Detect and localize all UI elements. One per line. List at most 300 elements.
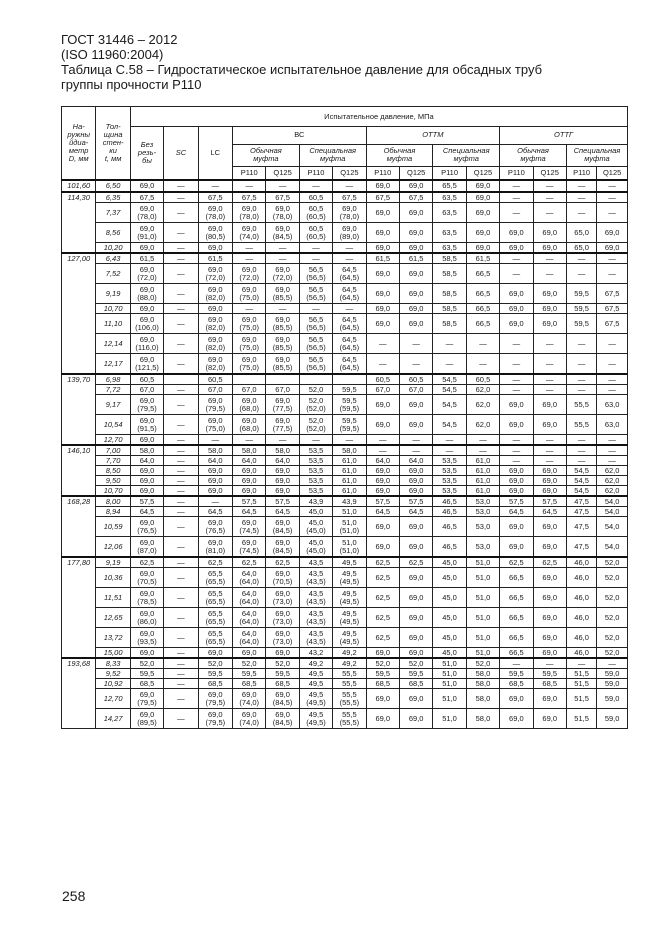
header-grade: Q125 — [597, 166, 628, 180]
value-bracket: (74,0) — [239, 697, 259, 707]
header-grade: Р110 — [299, 166, 332, 180]
value-bracket: (64,0) — [239, 616, 259, 626]
pressure-cell: — — [233, 243, 266, 254]
wall-thickness-cell: 12,65 — [96, 608, 130, 628]
value: 69,0 — [342, 223, 357, 233]
value-bracket: (64,0) — [239, 636, 259, 646]
pressure-cell: — — [266, 253, 299, 264]
pressure-cell: 47,5 — [566, 517, 596, 537]
value-bracket: (59,5) — [339, 403, 360, 413]
pressure-cell: — — [266, 304, 299, 314]
table-row — [62, 517, 628, 537]
value: 69,0 — [275, 608, 290, 618]
value: 52,0 — [308, 415, 324, 425]
pressure-cell: 66,5 — [466, 284, 499, 304]
value: 56,5 — [308, 264, 324, 274]
pressure-cell: — — [533, 445, 566, 456]
value-bracket: (49,5) — [339, 576, 360, 586]
pressure-cell — [266, 314, 299, 334]
pressure-cell: — — [500, 456, 533, 466]
value: 69,0 — [342, 203, 357, 213]
pressure-cell: — — [533, 180, 566, 192]
pressure-cell — [198, 314, 232, 334]
pressure-cell: 52,0 — [266, 658, 299, 669]
pressure-cell: 64,0 — [198, 456, 232, 466]
wall-thickness-cell: 12,70 — [96, 689, 130, 709]
header-ottm-regular: Обычная муфта — [366, 144, 433, 166]
pressure-cell: — — [164, 689, 198, 709]
pressure-cell: 69,0 — [500, 284, 533, 304]
pressure-cell: 54,5 — [433, 385, 466, 395]
pressure-cell: 69,0 — [466, 180, 499, 192]
value: 69,0 — [208, 314, 223, 324]
pressure-cell: 69,0 — [366, 314, 399, 334]
pressure-cell — [266, 517, 299, 537]
pressure-cell: 59,0 — [597, 689, 628, 709]
pressure-cell: 69,0 — [366, 395, 399, 415]
value: 69,0 — [139, 537, 155, 547]
pressure-cell: 69,0 — [130, 486, 163, 497]
value-bracket: (68,0) — [239, 423, 259, 433]
pressure-cell: 61,0 — [466, 466, 499, 476]
pressure-cell: 67,5 — [597, 314, 628, 334]
pressure-cell: 69,0 — [233, 466, 266, 476]
pressure-cell: 53,5 — [433, 456, 466, 466]
value: 52,0 — [308, 395, 324, 405]
pressure-cell: 63,5 — [433, 192, 466, 203]
value: 69,0 — [139, 203, 155, 213]
value-bracket: (70,5) — [137, 576, 157, 586]
pressure-cell: — — [500, 334, 533, 354]
pressure-cell — [299, 588, 332, 608]
pressure-cell — [198, 628, 232, 648]
pressure-cell: 64,0 — [233, 456, 266, 466]
wall-thickness-cell: 9,50 — [96, 476, 130, 486]
pressure-cell: — — [164, 476, 198, 486]
pressure-cell — [130, 588, 163, 608]
pressure-cell: 68,5 — [198, 679, 232, 689]
pressure-cell: — — [597, 203, 628, 223]
value-bracket: (68,0) — [239, 403, 259, 413]
header-grade: Р110 — [433, 166, 466, 180]
pressure-cell: 46,5 — [433, 537, 466, 558]
pressure-cell: — — [299, 243, 332, 254]
pressure-cell — [164, 374, 198, 385]
diameter-cell: 146,10 — [62, 445, 96, 496]
pressure-cell: 64,0 — [399, 456, 432, 466]
pressure-cell — [333, 354, 366, 375]
pressure-cell: — — [597, 192, 628, 203]
pressure-cell — [266, 568, 299, 588]
table-row — [62, 180, 628, 192]
value-bracket: (88,0) — [137, 292, 157, 302]
value-bracket: (77,5) — [272, 403, 293, 413]
pressure-cell: 69,0 — [399, 304, 432, 314]
value-bracket: (49,5) — [306, 717, 326, 727]
pressure-cell: — — [299, 304, 332, 314]
pressure-cell: 58,0 — [130, 445, 163, 456]
value-bracket: (78,0) — [205, 211, 226, 221]
pressure-cell: 46,0 — [566, 628, 596, 648]
pressure-cell: 51,0 — [466, 628, 499, 648]
pressure-cell: 64,0 — [266, 456, 299, 466]
pressure-cell: — — [533, 354, 566, 375]
pressure-cell: 69,0 — [366, 517, 399, 537]
value-bracket: (73,0) — [272, 596, 293, 606]
pressure-cell: 69,0 — [399, 517, 432, 537]
pressure-cell: — — [597, 658, 628, 669]
value: 69,0 — [275, 588, 290, 598]
value-bracket: (43,5) — [306, 596, 326, 606]
pressure-cell: 67,0 — [366, 385, 399, 395]
table-row — [62, 385, 628, 395]
table-row — [62, 284, 628, 304]
pressure-cell — [299, 415, 332, 435]
value: 69,0 — [241, 314, 257, 324]
pressure-cell: — — [164, 243, 198, 254]
table-row — [62, 334, 628, 354]
value-bracket: (43,5) — [306, 616, 326, 626]
pressure-cell: 64,5 — [533, 507, 566, 517]
pressure-cell: 67,0 — [233, 385, 266, 395]
pressure-cell: 57,5 — [399, 496, 432, 507]
value-bracket: (49,5) — [339, 636, 360, 646]
pressure-cell: 57,5 — [233, 496, 266, 507]
value: 69,0 — [241, 223, 257, 233]
value-bracket: (65,5) — [205, 576, 226, 586]
pressure-cell: 60,5 — [299, 192, 332, 203]
value-bracket: (84,5) — [272, 525, 293, 535]
value: 69,0 — [139, 709, 155, 719]
value: 45,0 — [308, 517, 324, 527]
pressure-cell: 69,0 — [533, 415, 566, 435]
pressure-cell: 43,9 — [299, 496, 332, 507]
pressure-cell: 69,0 — [399, 628, 432, 648]
wall-thickness-cell: 9,19 — [96, 284, 130, 304]
pressure-cell: 59,5 — [533, 669, 566, 679]
pressure-cell: 67,5 — [333, 192, 366, 203]
value: 69,0 — [275, 517, 290, 527]
pressure-cell: 61,0 — [333, 456, 366, 466]
pressure-cell: — — [164, 180, 198, 192]
value-bracket: (43,5) — [306, 576, 326, 586]
pressure-cell: 62,0 — [466, 385, 499, 395]
header-ottm: ОТТМ — [366, 127, 500, 145]
pressure-cell: 69,0 — [500, 304, 533, 314]
pressure-cell: 69,0 — [597, 223, 628, 243]
value: 45,0 — [308, 537, 324, 547]
value: 69,0 — [139, 628, 155, 638]
table-row — [62, 253, 628, 264]
wall-thickness-cell: 6,43 — [96, 253, 130, 264]
pressure-cell: — — [533, 385, 566, 395]
value-bracket: (60,5) — [306, 211, 326, 221]
pressure-cell: 64,5 — [500, 507, 533, 517]
value-bracket: (85,5) — [272, 292, 293, 302]
table-row — [62, 679, 628, 689]
pressure-cell: 69,0 — [466, 192, 499, 203]
wall-thickness-cell: 10,20 — [96, 243, 130, 254]
pressure-cell: — — [164, 588, 198, 608]
value-bracket: (72,0) — [272, 272, 293, 282]
pressure-cell — [266, 334, 299, 354]
pressure-cell: 69,0 — [366, 284, 399, 304]
pressure-cell: — — [366, 354, 399, 375]
pressure-cell: 59,0 — [597, 679, 628, 689]
pressure-cell: — — [164, 486, 198, 497]
pressure-cell: 54,5 — [566, 476, 596, 486]
value: 69,0 — [241, 709, 257, 719]
pressure-cell: 52,0 — [597, 557, 628, 568]
header-plain-end: Без резь- бы — [130, 127, 163, 181]
value-bracket: (72,0) — [137, 272, 157, 282]
value: 69,0 — [241, 395, 257, 405]
pressure-cell: 69,0 — [198, 486, 232, 497]
value: 69,0 — [275, 689, 290, 699]
pressure-cell: 46,0 — [566, 648, 596, 659]
value: 69,0 — [208, 689, 223, 699]
pressure-cell — [299, 203, 332, 223]
pressure-cell — [266, 608, 299, 628]
pressure-cell: 62,0 — [597, 476, 628, 486]
value: 59,5 — [342, 415, 357, 425]
value: 64,0 — [241, 568, 257, 578]
pressure-cell: 69,0 — [399, 689, 432, 709]
pressure-cell: 69,0 — [366, 203, 399, 223]
value-bracket: (82,0) — [205, 342, 226, 352]
pressure-cell: 52,0 — [597, 568, 628, 588]
pressure-cell: 45,0 — [433, 568, 466, 588]
document-code: ГОСТ 31446 – 2012 — [61, 32, 178, 47]
pressure-cell: 46,5 — [433, 507, 466, 517]
value: 69,0 — [208, 284, 223, 294]
value-bracket: (49,5) — [339, 596, 360, 606]
pressure-cell: 62,5 — [399, 557, 432, 568]
wall-thickness-cell: 7,70 — [96, 456, 130, 466]
pressure-cell: 67,5 — [597, 304, 628, 314]
wall-thickness-cell: 9,19 — [96, 557, 130, 568]
pressure-cell: 62,5 — [366, 608, 399, 628]
table-row — [62, 689, 628, 709]
wall-thickness-cell: 11,10 — [96, 314, 130, 334]
pressure-cell: 69,0 — [366, 243, 399, 254]
pressure-cell: 59,5 — [333, 385, 366, 395]
value: 55,5 — [342, 689, 357, 699]
pressure-cell: 69,0 — [500, 689, 533, 709]
value-bracket: (91,0) — [137, 231, 157, 241]
pressure-cell: 46,0 — [566, 568, 596, 588]
pressure-cell: 58,0 — [466, 679, 499, 689]
pressure-cell: 53,0 — [466, 496, 499, 507]
pressure-cell: 69,0 — [266, 486, 299, 497]
pressure-cell — [233, 709, 266, 729]
pressure-cell — [130, 334, 163, 354]
pressure-cell: 52,0 — [597, 608, 628, 628]
pressure-cell: — — [566, 264, 596, 284]
header-ottg-special: Специальная муфта — [566, 144, 627, 166]
value: 69,0 — [139, 334, 155, 344]
table-header — [62, 107, 628, 181]
pressure-cell: — — [164, 537, 198, 558]
value: 43,5 — [308, 628, 324, 638]
pressure-cell: — — [500, 264, 533, 284]
value: 69,0 — [139, 568, 155, 578]
wall-thickness-cell: 13,72 — [96, 628, 130, 648]
value: 64,5 — [342, 284, 357, 294]
pressure-cell: 69,0 — [198, 476, 232, 486]
pressure-cell: 69,0 — [399, 466, 432, 476]
header-grade: Q125 — [266, 166, 299, 180]
pressure-cell: — — [333, 304, 366, 314]
pressure-cell: 69,0 — [399, 588, 432, 608]
pressure-cell: 61,0 — [333, 466, 366, 476]
wall-thickness-cell: 12,14 — [96, 334, 130, 354]
pressure-cell — [233, 608, 266, 628]
table-row — [62, 709, 628, 729]
pressure-cell: — — [466, 435, 499, 446]
pressure-cell: 47,5 — [566, 507, 596, 517]
pressure-cell: 69,0 — [533, 486, 566, 497]
wall-thickness-cell: 10,92 — [96, 679, 130, 689]
pressure-cell: 53,5 — [299, 486, 332, 497]
pressure-cell: 69,0 — [366, 223, 399, 243]
wall-thickness-cell: 12,70 — [96, 435, 130, 446]
pressure-cell: 69,0 — [366, 264, 399, 284]
header-grade: Q125 — [533, 166, 566, 180]
pressure-cell: 69,0 — [198, 243, 232, 254]
pressure-cell: — — [266, 435, 299, 446]
table-row — [62, 628, 628, 648]
pressure-cell: 69,0 — [533, 537, 566, 558]
pressure-cell: 69,0 — [366, 415, 399, 435]
pressure-cell: — — [533, 192, 566, 203]
table-row — [62, 192, 628, 203]
value-bracket: (73,0) — [272, 616, 293, 626]
value-bracket: (85,5) — [272, 322, 293, 332]
pressure-cell: 60,5 — [399, 374, 432, 385]
pressure-cell: 62,5 — [533, 557, 566, 568]
pressure-cell — [266, 203, 299, 223]
pressure-cell — [266, 689, 299, 709]
value-bracket: (85,5) — [272, 362, 293, 372]
value-bracket: (78,0) — [272, 211, 293, 221]
pressure-cell: 51,5 — [566, 689, 596, 709]
pressure-cell: 62,5 — [500, 557, 533, 568]
pressure-cell: — — [566, 203, 596, 223]
header-grade: Р110 — [366, 166, 399, 180]
pressure-cell: 60,5 — [130, 374, 163, 385]
table-row — [62, 243, 628, 254]
value-bracket: (74,5) — [239, 525, 259, 535]
value: 69,0 — [139, 689, 155, 699]
pressure-cell: — — [233, 180, 266, 192]
pressure-cell: — — [597, 334, 628, 354]
pressure-cell: — — [164, 385, 198, 395]
pressure-cell: 66,5 — [466, 304, 499, 314]
pressure-cell: 69,0 — [266, 648, 299, 659]
pressure-cell — [198, 223, 232, 243]
table-row — [62, 658, 628, 669]
value-bracket: (70,5) — [272, 576, 293, 586]
pressure-cell: — — [333, 243, 366, 254]
pressure-cell: 49,5 — [333, 557, 366, 568]
value: 69,0 — [275, 537, 290, 547]
value-bracket: (93,5) — [137, 636, 157, 646]
pressure-cell — [299, 568, 332, 588]
pressure-cell: 43,9 — [333, 496, 366, 507]
pressure-cell — [299, 395, 332, 415]
header-grade: Q125 — [399, 166, 432, 180]
table-row — [62, 314, 628, 334]
value-bracket: (45,0) — [306, 545, 326, 555]
header-wall-thickness: Тол- щина стен- ки t, мм — [96, 107, 130, 181]
pressure-cell: 52,0 — [597, 588, 628, 608]
value-bracket: (75,0) — [239, 322, 259, 332]
pressure-cell — [299, 334, 332, 354]
pressure-cell: — — [533, 435, 566, 446]
pressure-cell: — — [566, 354, 596, 375]
pressure-cell: — — [164, 557, 198, 568]
pressure-cell: 66,5 — [466, 314, 499, 334]
pressure-cell: 53,5 — [433, 466, 466, 476]
value: 49,5 — [342, 568, 357, 578]
pressure-cell: 69,0 — [399, 486, 432, 497]
value-bracket: (78,0) — [137, 211, 157, 221]
pressure-cell: 69,0 — [533, 476, 566, 486]
header-bc: ВС — [233, 127, 367, 145]
value-bracket: (55,5) — [339, 717, 360, 727]
wall-thickness-cell: 8,33 — [96, 658, 130, 669]
pressure-cell: 59,5 — [566, 314, 596, 334]
pressure-cell — [233, 284, 266, 304]
pressure-cell: 45,0 — [433, 608, 466, 628]
value-bracket: (91,5) — [137, 423, 157, 433]
pressure-cell — [130, 314, 163, 334]
value: 43,5 — [308, 568, 324, 578]
value-bracket: (64,0) — [239, 596, 259, 606]
pressure-cell: 54,0 — [597, 517, 628, 537]
pressure-cell: 69,0 — [399, 243, 432, 254]
pressure-cell: 61,0 — [466, 476, 499, 486]
value-bracket: (73,0) — [272, 636, 293, 646]
value-bracket: (79,5) — [137, 697, 157, 707]
pressure-cell — [299, 517, 332, 537]
pressure-cell: 46,0 — [566, 557, 596, 568]
value-bracket: (79,5) — [205, 403, 226, 413]
pressure-cell: — — [566, 192, 596, 203]
pressure-cell: 46,5 — [433, 496, 466, 507]
pressure-cell: — — [533, 374, 566, 385]
pressure-cell — [266, 588, 299, 608]
value-bracket: (80,5) — [205, 231, 226, 241]
value-bracket: (65,5) — [205, 636, 226, 646]
pressure-cell: — — [233, 435, 266, 446]
pressure-cell: 67,5 — [266, 192, 299, 203]
pressure-cell: 69,0 — [130, 304, 163, 314]
table-row — [62, 669, 628, 679]
pressure-cell — [333, 537, 366, 558]
pressure-cell: 67,5 — [399, 192, 432, 203]
value-bracket: (75,0) — [239, 362, 259, 372]
pressure-cell: — — [299, 180, 332, 192]
table-row — [62, 435, 628, 446]
table-row — [62, 608, 628, 628]
pressure-cell — [233, 314, 266, 334]
pressure-cell: 51,0 — [433, 669, 466, 679]
pressure-cell: 52,0 — [399, 658, 432, 669]
value-bracket: (85,5) — [272, 342, 293, 352]
pressure-cell: 52,0 — [597, 628, 628, 648]
